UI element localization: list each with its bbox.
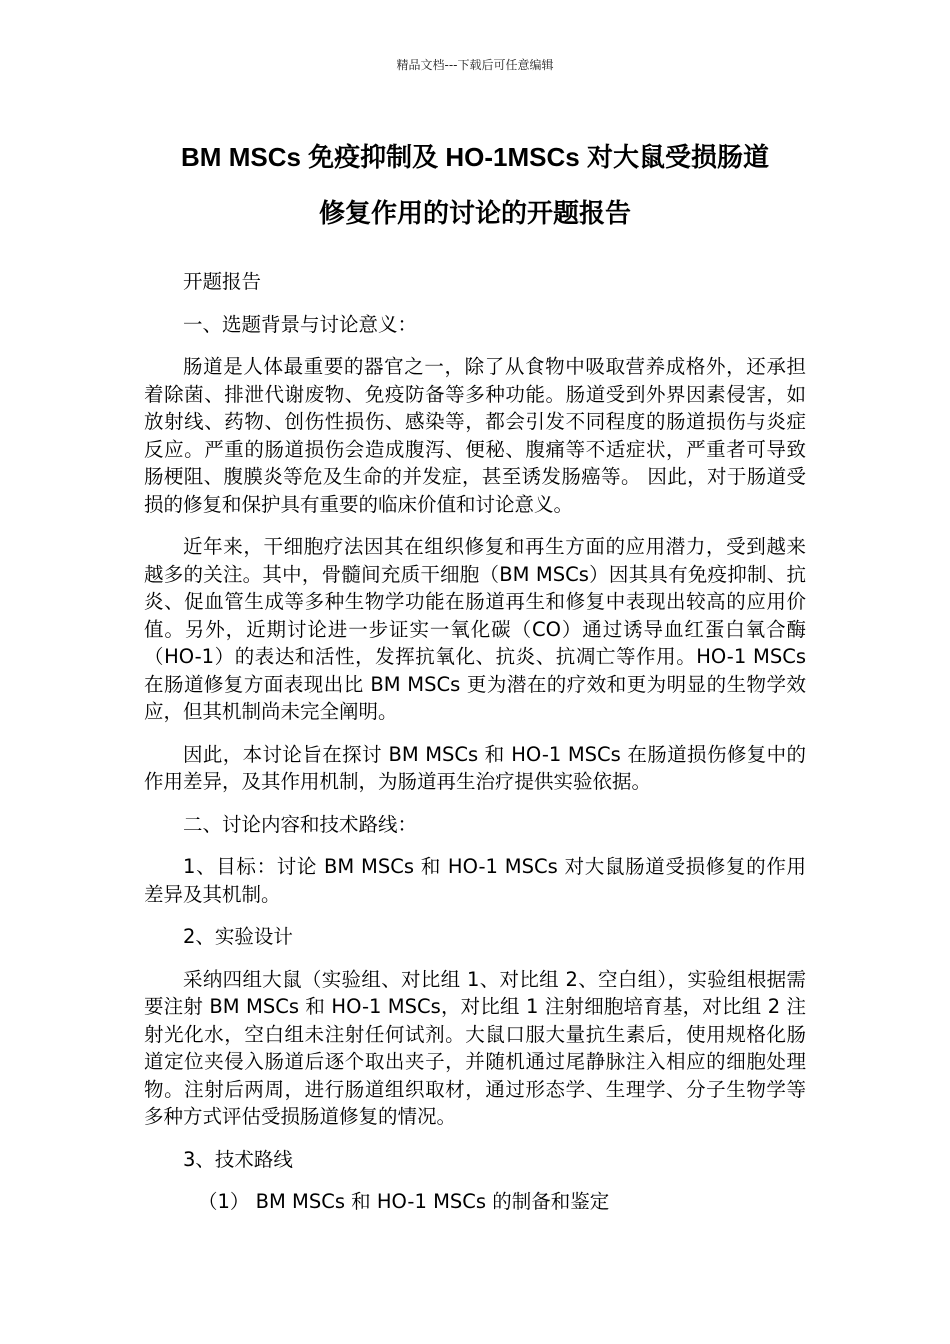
item-technical-route: 3、技术路线: [183, 1147, 293, 1171]
item-experiment-design: 2、实验设计: [183, 925, 293, 948]
page-header-note: 精品文档---下载后可任意编辑: [396, 58, 554, 72]
sub-item-preparation: （1） BM MSCs 和 HO-1 MSCs 的制备和鉴定: [198, 1190, 610, 1213]
paragraph-intestine-importance: 肠道是人体最重要的器官之一，除了从食物中吸取营养成格外，还承担着除菌、排泄代谢废物、免疫防备等多种功能。肠道受到外界因素侵害，如放射线、药物、创伤性损伤、感染等，都会引发不同程度的肠道损伤与炎症反应。严重的肠道损伤会造成腹泻、便秘、腹痛等不适症状，严重者可导致肠梗阻、腹膜炎等危及生命的并发症，甚至诱发肠癌等。 因此，对于肠道受损的修复和保护具有重要的临床价值和讨论意义。: [144, 355, 806, 516]
section-label-proposal: 开题报告: [183, 270, 262, 293]
document-title-line-1: BM MSCs 免疫抑制及 HO-1MSCs 对大鼠受损肠道: [181, 142, 769, 172]
document-title-line-2: 修复作用的讨论的开题报告: [318, 198, 631, 228]
item-objective: 1、目标：讨论 BM MSCs 和 HO-1 MSCs 对大鼠肠道受损修复的作用差异及其机制。: [144, 855, 806, 906]
paragraph-stem-cell-therapy: 近年来，干细胞疗法因其在组织修复和再生方面的应用潜力，受到越来越多的关注。其中，骨髓间充质干细胞（BM MSCs）因其具有免疫抑制、抗炎、促血管生成等多种生物学功能在肠道再生和修复中表现出较高的应用价值。另外，近期讨论进一步证实一氧化碳（CO）通过诱导血红蛋白氧合酶（HO-1）的表达和活性，发挥抗氧化、抗炎、抗凋亡等作用。HO-1 MSCs 在肠道修复方面表现出比 BM MSCs 更为潜在的疗效和更为明显的生物学效应，但其机制尚未完全阐明。: [144, 535, 806, 723]
section-heading-content-route: 二、讨论内容和技术路线：: [183, 812, 418, 836]
paragraph-research-purpose: 因此，本讨论旨在探讨 BM MSCs 和 HO-1 MSCs 在肠道损伤修复中的作用差异，及其作用机制，为肠道再生治疗提供实验依据。: [144, 742, 806, 793]
document-body: [144, 268, 806, 1231]
section-heading-background: 一、选题背景与讨论意义：: [183, 312, 418, 336]
paragraph-experiment-groups: 采纳四组大鼠（实验组、对比组 1、对比组 2、空白组），实验组根据需要注射 BM MSCs 和 HO-1 MSCs，对比组 1 注射细胞培育基，对比组 2 注射光化水，空白组未注射任何试剂。大鼠口服大量抗生素后，使用规格化肠道定位夹侵入肠道后逐个取出夹子，并随机通过尾静脉注入相应的细胞处理物。注射后两周，进行肠道组织取材，通过形态学、生理学、分子生物学等多种方式评估受损肠道修复的情况。: [144, 967, 806, 1128]
